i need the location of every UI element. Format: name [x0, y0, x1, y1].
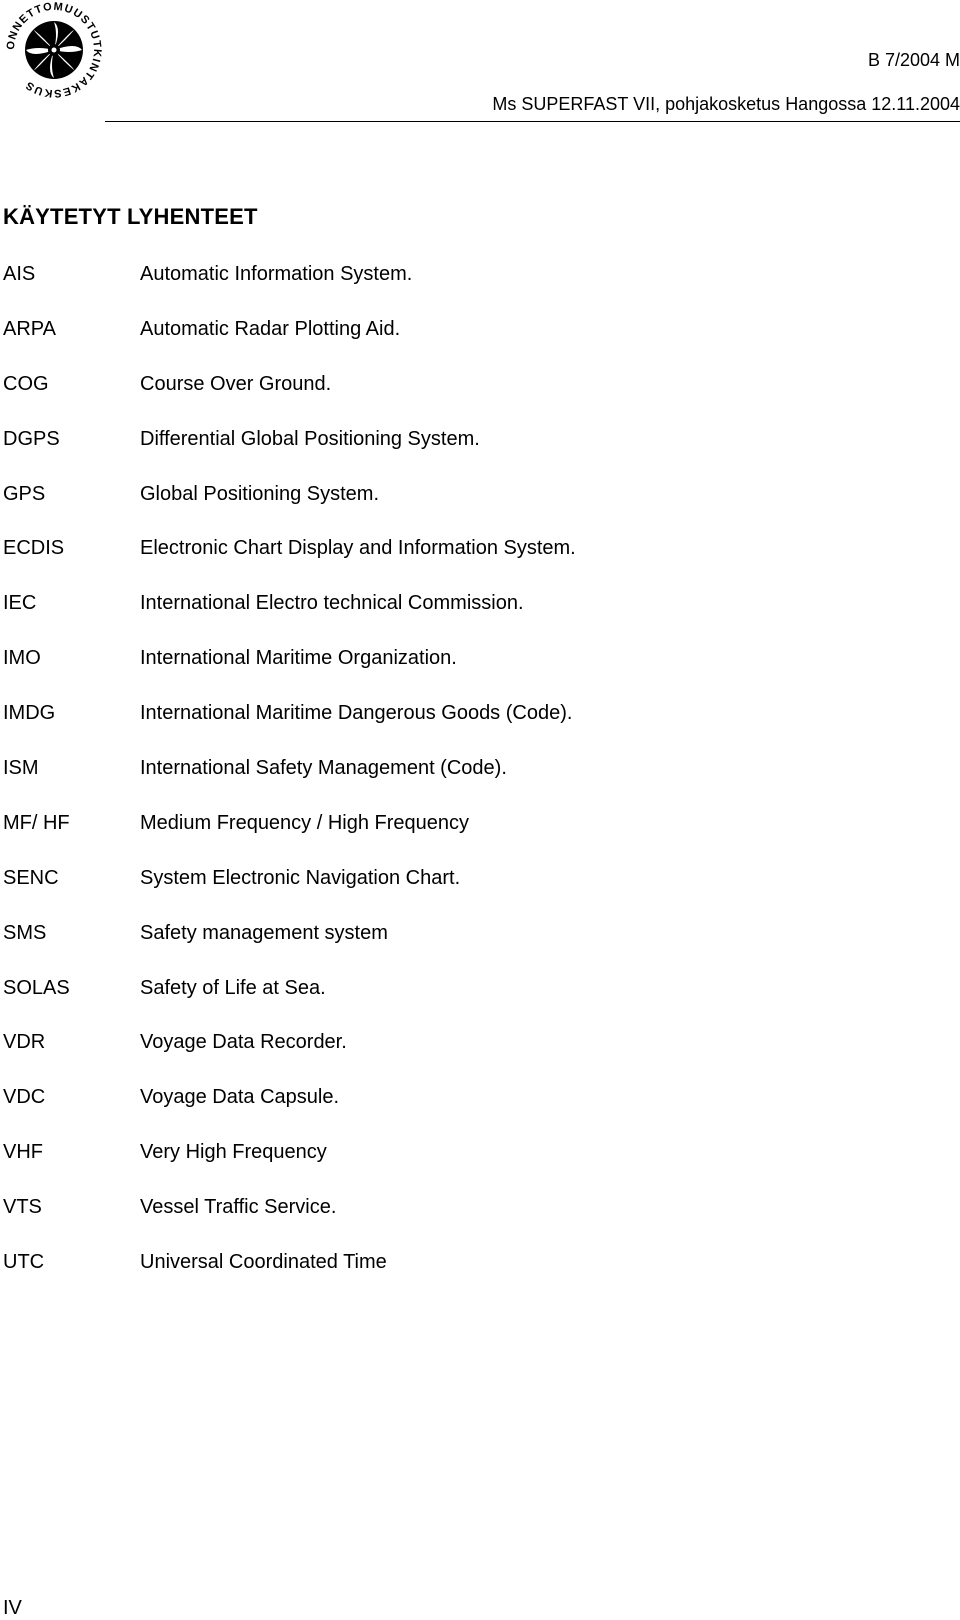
abbreviation-term: IMDG [3, 702, 56, 725]
abbreviation-definition: Automatic Radar Plotting Aid. [140, 317, 401, 340]
abbreviation-definition: Differential Global Positioning System. [140, 427, 480, 450]
report-code: B 7/2004 M [867, 50, 960, 70]
abbreviation-definition: Safety management system [140, 921, 388, 944]
abbreviation-definition: International Maritime Organization. [140, 647, 457, 670]
abbreviation-definition: Very High Frequency [140, 1141, 327, 1164]
abbreviation-definition: Global Positioning System. [140, 482, 380, 505]
abbreviation-term: GPS [3, 482, 46, 505]
abbreviation-definition: International Maritime Dangerous Goods (Code). [140, 702, 573, 725]
abbreviation-term: ECDIS [3, 537, 65, 560]
abbreviation-term: SMS [3, 921, 47, 944]
seal-icon [4, 0, 104, 100]
organization-logo-seal [4, 0, 104, 100]
abbreviation-term: MF/ HF [3, 811, 70, 834]
abbreviation-definition: Automatic Information System. [140, 263, 413, 285]
abbreviation-term: SENC [3, 866, 59, 889]
report-title: Ms SUPERFAST VII, pohjakosketus Hangossa 12.11.2004 [492, 94, 960, 114]
abbreviation-term: ISM [3, 757, 39, 780]
abbreviation-term: IMO [3, 647, 41, 670]
abbreviation-definition: Voyage Data Recorder. [140, 1031, 347, 1054]
abbreviation-term: VTS [3, 1196, 42, 1219]
abbreviation-term: VHF [3, 1141, 43, 1164]
abbreviation-definition: Universal Coordinated Time [140, 1251, 387, 1274]
abbreviation-term: VDC [3, 1086, 46, 1109]
abbreviation-term: UTC [3, 1251, 45, 1274]
abbreviation-term: COG [3, 372, 49, 395]
abbreviation-definition: Vessel Traffic Service. [140, 1196, 337, 1219]
header-divider [105, 121, 960, 122]
abbreviation-term: SOLAS [3, 976, 70, 999]
abbreviation-term: DGPS [3, 427, 60, 450]
abbreviation-definition: International Safety Management (Code). [140, 757, 507, 780]
abbreviation-definition: International Electro technical Commission. [140, 592, 524, 615]
abbreviation-definition: Electronic Chart Display and Information System. [140, 537, 576, 560]
abbreviation-term: VDR [3, 1031, 46, 1054]
abbreviation-term: ARPA [3, 317, 56, 340]
abbreviation-term: IEC [3, 592, 37, 615]
svg-text:ONNETTOMUUSTUTKINTAKESKUS: ONNETTOMUUSTUTKINTAKESKUS [4, 0, 104, 100]
abbreviation-term: AIS [3, 263, 36, 285]
abbreviation-definition: Medium Frequency / High Frequency [140, 811, 470, 834]
section-title: KÄYTETYT LYHENTEET [3, 204, 258, 229]
abbreviation-definition: System Electronic Navigation Chart. [140, 866, 461, 889]
abbreviation-definition: Voyage Data Capsule. [140, 1086, 340, 1109]
abbreviation-definition: Safety of Life at Sea. [140, 976, 326, 999]
page-number: IV [3, 1597, 22, 1619]
abbreviation-definition: Course Over Ground. [140, 372, 332, 395]
